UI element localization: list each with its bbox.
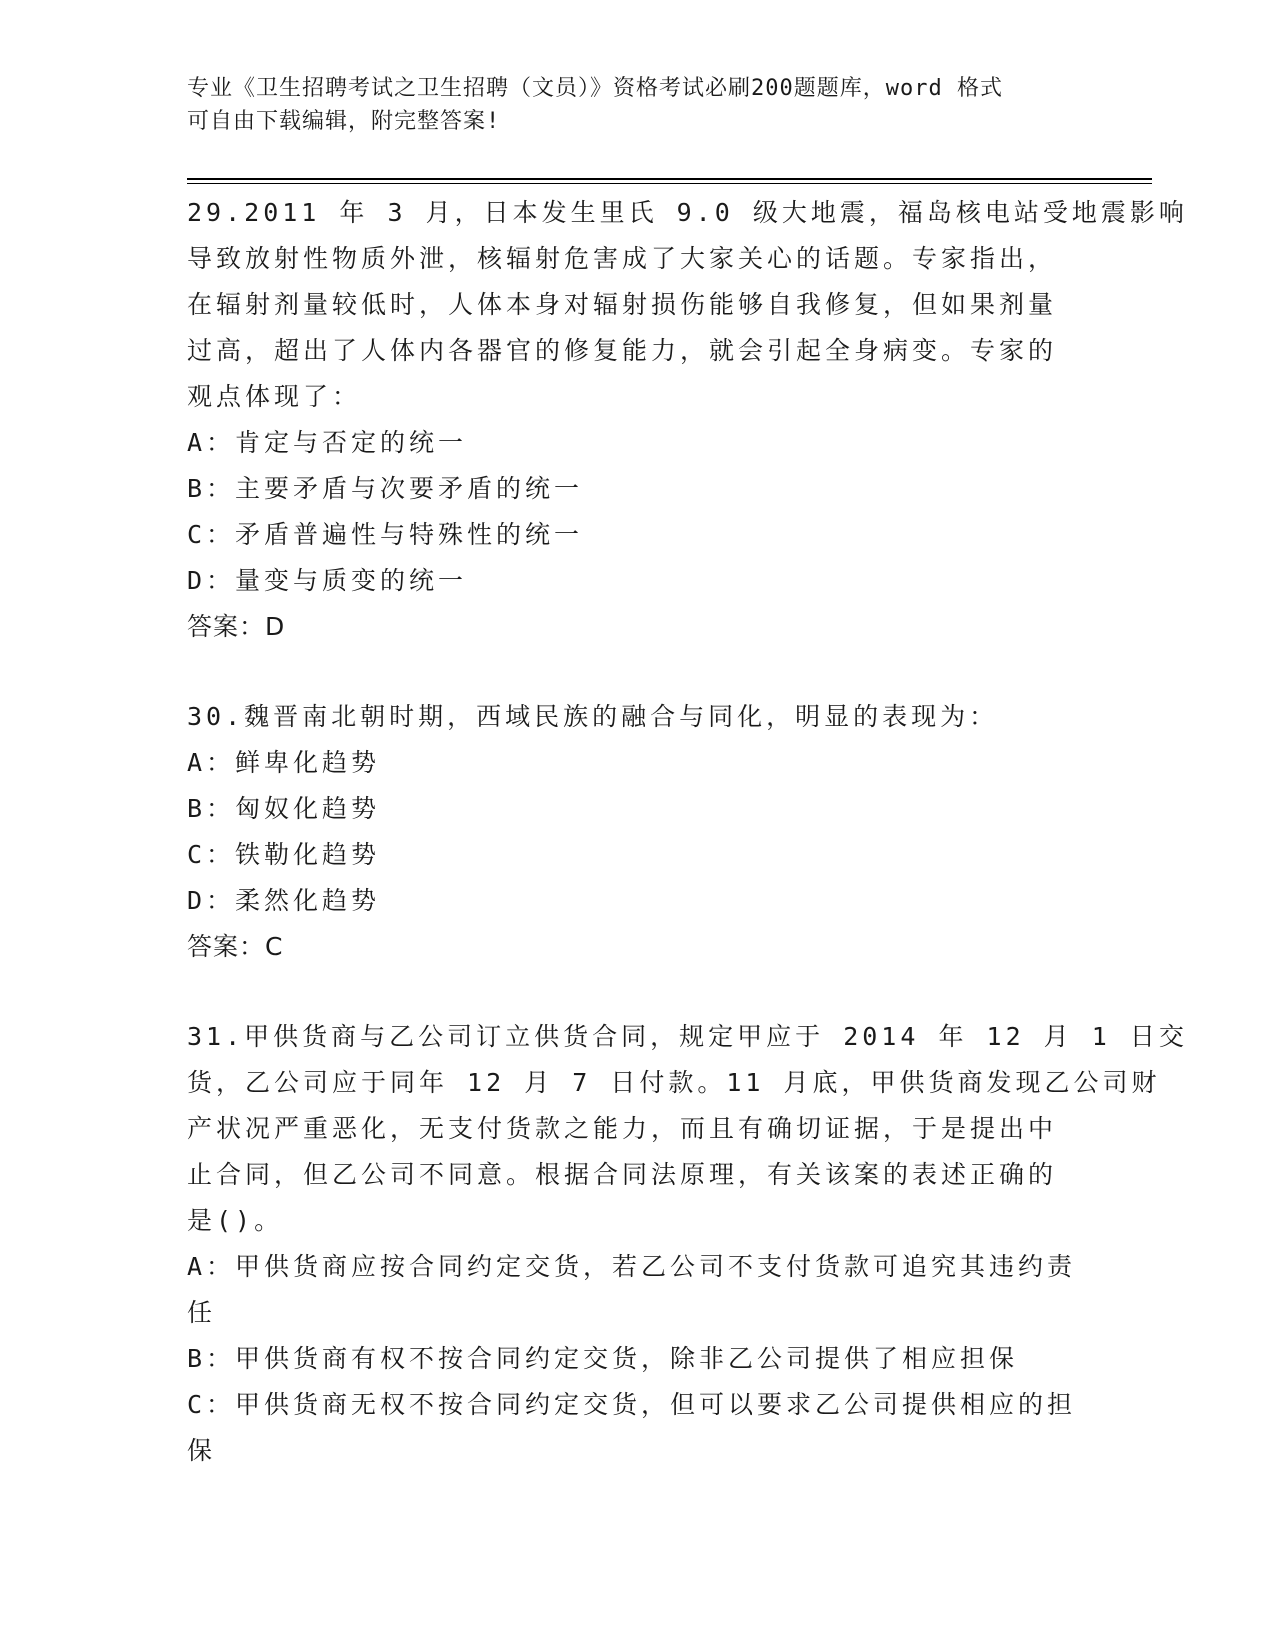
question-line: 29.2011 年 3 月，日本发生里氏 9.0 级大地震，福岛核电站受地震影响 — [187, 198, 1188, 227]
answer-option: B：甲供货商有权不按合同约定交货，除非乙公司提供了相应担保 — [187, 1344, 1019, 1373]
question-line: 货，乙公司应于同年 12 月 7 日付款。11 月底，甲供货商发现乙公司财 — [187, 1068, 1161, 1097]
question-text — [187, 694, 1087, 740]
question-text — [187, 190, 1188, 420]
answer-option: C：铁勒化趋势 — [187, 840, 381, 869]
header-line-2: 可自由下载编辑，附完整答案! — [187, 109, 501, 134]
question-line: 30.魏晋南北朝时期，西域民族的融合与同化，明显的表现为： — [187, 702, 999, 731]
answer-key: 答案：D — [187, 612, 286, 641]
question-line: 导致放射性物质外泄，核辐射危害成了大家关心的话题。专家指出， — [187, 244, 1058, 273]
answer-option: D：柔然化趋势 — [187, 886, 381, 915]
question-line: 观点体现了： — [187, 382, 362, 411]
header-line-1: 专业《卫生招聘考试之卫生招聘（文员）》资格考试必刷200题题库，word 格式 — [187, 76, 1003, 101]
answer-option: 任 — [187, 1298, 217, 1327]
question-line: 止合同，但乙公司不同意。根据合同法原理，有关该案的表述正确的 — [187, 1160, 1058, 1189]
question-line: 过高，超出了人体内各器官的修复能力，就会引起全身病变。专家的 — [187, 336, 1058, 365]
question-text — [187, 1014, 1188, 1244]
header-divider-thin — [187, 183, 1152, 184]
answer-option: A：肯定与否定的统一 — [187, 428, 468, 457]
document-header — [187, 72, 1067, 138]
answer-option: A：鲜卑化趋势 — [187, 748, 381, 777]
question-list — [187, 190, 1188, 1518]
question-line: 是()。 — [187, 1206, 284, 1235]
question-block — [187, 694, 1087, 970]
answer-key: 答案：C — [187, 932, 284, 961]
answer-option: 保 — [187, 1436, 217, 1465]
answer-option: B：主要矛盾与次要矛盾的统一 — [187, 474, 584, 503]
answer-option: D：量变与质变的统一 — [187, 566, 468, 595]
answer-option: A：甲供货商应按合同约定交货，若乙公司不支付货款可追究其违约责 — [187, 1252, 1077, 1281]
header-divider-thick — [187, 178, 1152, 180]
question-block — [187, 1014, 1188, 1474]
answer-option: B：匈奴化趋势 — [187, 794, 381, 823]
answer-option: C：甲供货商无权不按合同约定交货，但可以要求乙公司提供相应的担 — [187, 1390, 1077, 1419]
question-line: 31.甲供货商与乙公司订立供货合同，规定甲应于 2014 年 12 月 1 日交 — [187, 1022, 1188, 1051]
question-block — [187, 190, 1188, 650]
question-line: 在辐射剂量较低时，人体本身对辐射损伤能够自我修复，但如果剂量 — [187, 290, 1058, 319]
question-line: 产状况严重恶化，无支付货款之能力，而且有确切证据，于是提出中 — [187, 1114, 1058, 1143]
answer-option: C：矛盾普遍性与特殊性的统一 — [187, 520, 584, 549]
